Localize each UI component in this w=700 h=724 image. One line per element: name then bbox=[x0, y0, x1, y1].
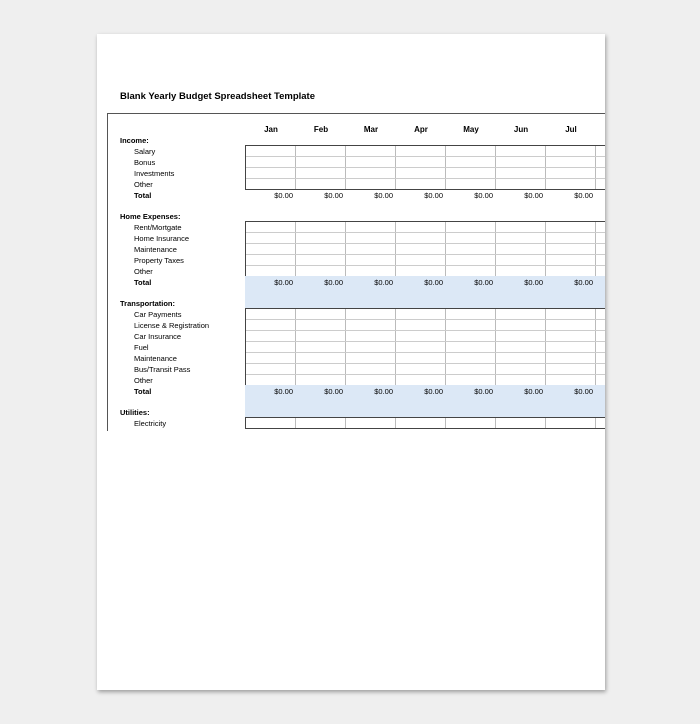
grid-row-divider bbox=[246, 243, 605, 244]
line-item-label: Other bbox=[134, 180, 153, 189]
grid-column-divider bbox=[395, 418, 396, 428]
grid-row-divider bbox=[246, 232, 605, 233]
line-item-label: Maintenance bbox=[134, 245, 177, 254]
grid-column-divider bbox=[545, 222, 546, 276]
grid-column-divider bbox=[495, 418, 496, 428]
entry-grid[interactable] bbox=[245, 145, 605, 190]
line-item-label: Other bbox=[134, 267, 153, 276]
month-header-mar: Mar bbox=[363, 125, 379, 134]
total-value: $0.00 bbox=[324, 387, 343, 396]
grid-row-divider bbox=[246, 265, 605, 266]
total-label: Total bbox=[134, 387, 152, 396]
line-item-label: Bus/Transit Pass bbox=[134, 365, 191, 374]
grid-row-divider bbox=[246, 363, 605, 364]
line-item-label: Bonus bbox=[134, 158, 156, 167]
line-item-label: Home Insurance bbox=[134, 234, 190, 243]
total-label: Total bbox=[134, 191, 152, 200]
total-value: $0.00 bbox=[524, 191, 543, 200]
budget-spreadsheet bbox=[107, 113, 605, 431]
total-value: $0.00 bbox=[524, 278, 543, 287]
total-value: $0.00 bbox=[424, 191, 443, 200]
total-value: $0.00 bbox=[424, 278, 443, 287]
total-value: $0.00 bbox=[324, 191, 343, 200]
grid-column-divider bbox=[445, 222, 446, 276]
month-header-jan: Jan bbox=[264, 125, 278, 134]
line-item-label: Rent/Mortgate bbox=[134, 223, 182, 232]
section-heading: Income: bbox=[120, 136, 149, 145]
grid-column-divider bbox=[345, 418, 346, 428]
total-value: $0.00 bbox=[274, 387, 293, 396]
grid-row-divider bbox=[246, 330, 605, 331]
grid-column-divider bbox=[495, 222, 496, 276]
line-item-label: Other bbox=[134, 376, 153, 385]
grid-row-divider bbox=[246, 178, 605, 179]
line-item-label: Salary bbox=[134, 147, 156, 156]
total-value: $0.00 bbox=[574, 191, 593, 200]
total-value: $0.00 bbox=[374, 278, 393, 287]
total-value: $0.00 bbox=[474, 191, 493, 200]
grid-column-divider bbox=[595, 222, 596, 276]
grid-column-divider bbox=[295, 418, 296, 428]
section-heading: Home Expenses: bbox=[120, 212, 181, 221]
total-label: Total bbox=[134, 278, 152, 287]
grid-column-divider bbox=[395, 222, 396, 276]
line-item-label: Electricity bbox=[134, 419, 167, 428]
grid-row-divider bbox=[246, 374, 605, 375]
total-value: $0.00 bbox=[574, 278, 593, 287]
total-value: $0.00 bbox=[574, 387, 593, 396]
line-item-label: Property Taxes bbox=[134, 256, 184, 265]
line-item-label: Car Insurance bbox=[134, 332, 182, 341]
month-header-apr: Apr bbox=[414, 125, 428, 134]
month-header-feb: Feb bbox=[313, 125, 329, 134]
section-heading: Transportation: bbox=[120, 299, 176, 308]
grid-column-divider bbox=[595, 418, 596, 428]
total-value: $0.00 bbox=[374, 387, 393, 396]
grid-row-divider bbox=[246, 352, 605, 353]
grid-column-divider bbox=[545, 418, 546, 428]
entry-grid[interactable] bbox=[245, 308, 605, 386]
document-page bbox=[97, 34, 605, 690]
total-value: $0.00 bbox=[474, 387, 493, 396]
grid-row-divider bbox=[246, 341, 605, 342]
line-item-label: Investments bbox=[134, 169, 175, 178]
line-item-label: Fuel bbox=[134, 343, 149, 352]
grid-row-divider bbox=[246, 167, 605, 168]
total-value: $0.00 bbox=[324, 278, 343, 287]
grid-row-divider bbox=[246, 319, 605, 320]
month-header-jul: Jul bbox=[565, 125, 577, 134]
total-value: $0.00 bbox=[374, 191, 393, 200]
total-value: $0.00 bbox=[274, 278, 293, 287]
line-item-label: License & Registration bbox=[134, 321, 210, 330]
total-value: $0.00 bbox=[424, 387, 443, 396]
grid-column-divider bbox=[345, 222, 346, 276]
grid-row-divider bbox=[246, 254, 605, 255]
month-header-jun: Jun bbox=[513, 125, 529, 134]
total-value: $0.00 bbox=[474, 278, 493, 287]
month-header-may: May bbox=[463, 125, 479, 134]
document-title: Blank Yearly Budget Spreadsheet Template bbox=[120, 91, 315, 102]
grid-column-divider bbox=[295, 222, 296, 276]
grid-row-divider bbox=[246, 156, 605, 157]
total-value: $0.00 bbox=[524, 387, 543, 396]
entry-grid[interactable] bbox=[245, 417, 605, 429]
line-item-label: Maintenance bbox=[134, 354, 177, 363]
entry-grid[interactable] bbox=[245, 221, 605, 277]
total-value: $0.00 bbox=[274, 191, 293, 200]
grid-column-divider bbox=[445, 418, 446, 428]
line-item-label: Car Payments bbox=[134, 310, 182, 319]
section-heading: Utilities: bbox=[120, 408, 150, 417]
